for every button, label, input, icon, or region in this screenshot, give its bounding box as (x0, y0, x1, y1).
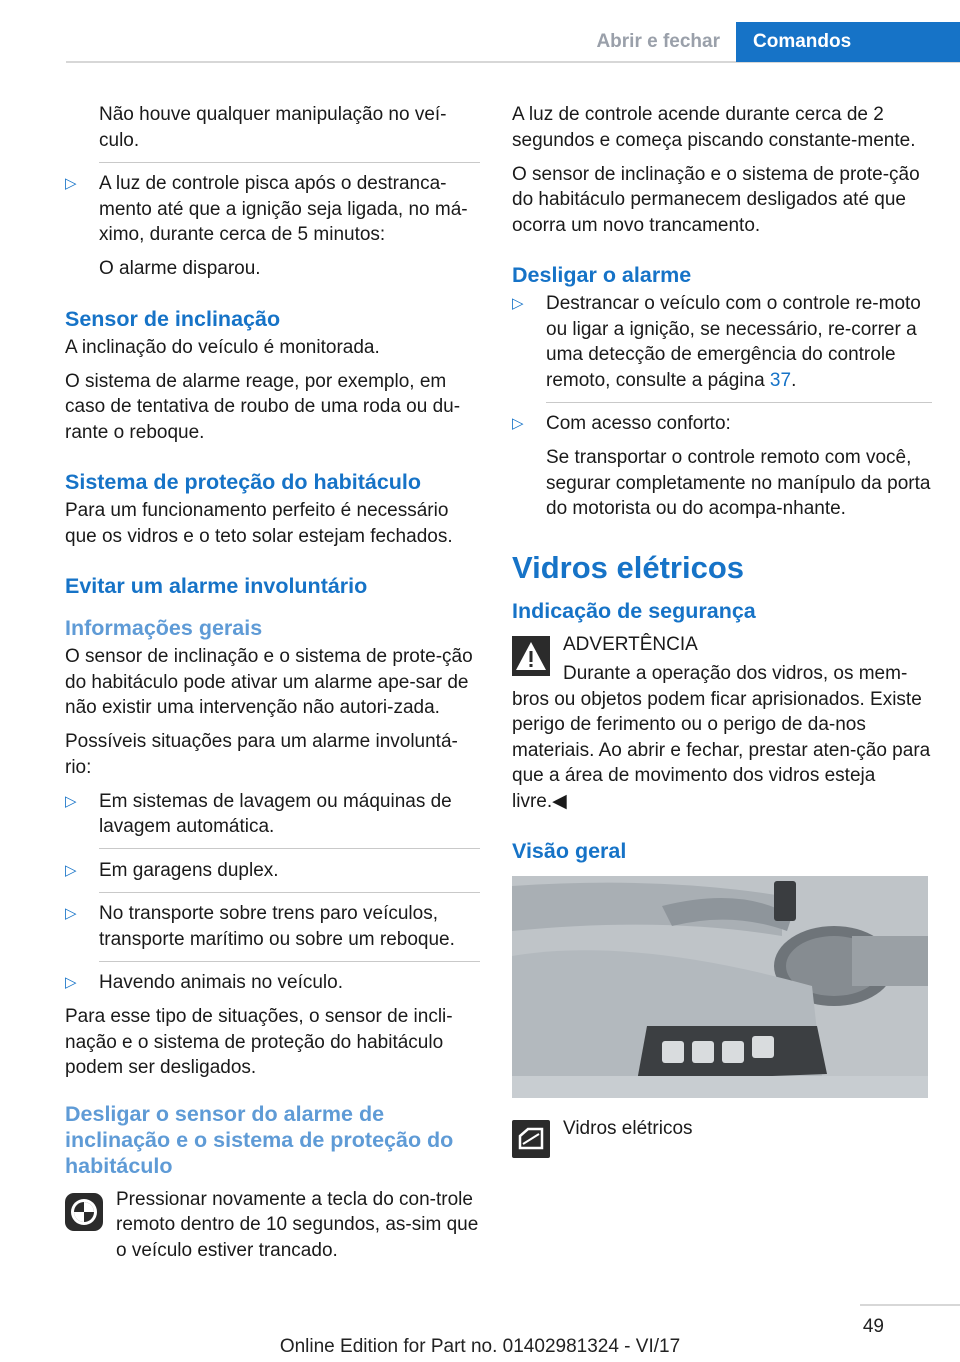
remote-key-icon (65, 1193, 103, 1231)
triangle-bullet-icon: ▷ (65, 905, 77, 922)
list-item (512, 411, 932, 437)
footer-rule (860, 1304, 960, 1306)
heading-protecao-habitaculo: Sistema de proteção do habitáculo (65, 470, 422, 494)
caption-block (512, 1116, 932, 1142)
triangle-bullet-icon: ▷ (512, 415, 524, 432)
heading-desligar-alarme: Desligar o alarme (512, 263, 692, 287)
paragraph: O sistema de alarme reage, por exemplo, em caso de tentativa de roubo de uma roda ou du‐rante o reboque. (65, 370, 461, 443)
remote-key-note (65, 1187, 480, 1264)
heading-vidros-eletricos: Vidros elétricos (512, 549, 745, 585)
right-column (512, 102, 932, 1142)
warning-block (512, 632, 932, 658)
paragraph: A inclinação do veículo é monitorada. (65, 336, 380, 358)
page-number: 49 (862, 1316, 884, 1337)
heading-indicacao-seguranca: Indicação de segurança (512, 598, 756, 623)
footer-edition: Online Edition for Part no. 01402981324 - VI/17 (279, 1336, 681, 1357)
power-window-icon (512, 1120, 550, 1158)
list-item (65, 171, 480, 248)
list-item-text: A luz de controle pisca após o destranca‐mento até que a ignição seja ligada, no má‐ximo, durante cerca de 5 minutos: (99, 173, 468, 245)
divider (99, 892, 480, 893)
list-item-text: Destrancar o veículo com o controle re‐moto ou ligar a ignição, se necessário, re‐correr a uma detecção de emergência do controle remoto, consulte a página (546, 293, 921, 391)
list-item-text: Em sistemas de lavagem ou máquinas de lavagem automática. (99, 790, 452, 837)
heading-sensor-inclinacao: Sensor de inclinação (65, 306, 281, 331)
list-item-text: Havendo animais no veículo. (99, 972, 343, 993)
heading-informacoes-gerais: Informações gerais (65, 616, 263, 640)
heading-desligar-sensor: Desligar o sensor do alarme de inclinação e o sistema de proteção do habitáculo (65, 1101, 454, 1178)
warning-text: Durante a operação dos vidros, os mem‐bros ou objetos podem ficar aprisionados. Existe perigo de ferimento ou o perigo de da‐nos materiais. Ao abrir e fechar, prestar aten‐ção para que a área de movimento dos vidros esteja livre.◀ (512, 663, 931, 812)
heading-visao-geral: Visão geral (512, 839, 627, 863)
page-link[interactable]: 37 (769, 369, 792, 391)
list-item-text: Com acesso conforto: (546, 413, 731, 434)
paragraph: O sensor de inclinação e o sistema de prote‐ção do habitáculo pode ativar um alarme ape‐sar de não existir uma intervenção não autori‐zada. (65, 646, 473, 718)
divider (546, 402, 932, 403)
triangle-bullet-icon: ▷ (65, 175, 77, 192)
left-column (65, 102, 480, 1263)
paragraph: Pressionar novamente a tecla do con‐trole remoto dentro de 10 segundos, as‐sim que o veículo estiver trancado. (116, 1188, 479, 1261)
warning-triangle-icon (512, 636, 550, 676)
paragraph: Para um funcionamento perfeito é necessário que os vidros e o teto solar estejam fechados. (65, 500, 453, 547)
paragraph: O alarme disparou. (99, 258, 261, 279)
list-item-text: Em garagens duplex. (99, 859, 279, 881)
heading-evitar-alarme: Evitar um alarme involuntário (65, 574, 368, 598)
paragraph: Se transportar o controle remoto com você, segurar completamente no manípulo da porta do motorista ou do acompa‐nhante. (546, 447, 931, 519)
divider (99, 848, 480, 849)
divider (99, 961, 480, 962)
paragraph: O sensor de inclinação e o sistema de prote‐ção do habitáculo permanecem desligados até que ocorra um novo trancamento. (512, 163, 920, 236)
divider (99, 162, 480, 163)
triangle-bullet-icon: ▷ (65, 792, 77, 810)
paragraph: Para esse tipo de situações, o sensor de incli‐nação e o sistema de proteção do habitáculo podem ser desligados. (65, 1006, 453, 1078)
paragraph: Não houve qualquer manipulação no veí‐culo. (99, 104, 447, 151)
tab-comandos[interactable]: Comandos (736, 22, 960, 62)
warning-title: ADVERTÊNCIA (563, 633, 698, 655)
list-item (65, 789, 480, 840)
triangle-bullet-icon: ▷ (65, 861, 77, 879)
figure-caption: Vidros elétricos (563, 1118, 693, 1139)
paragraph: Possíveis situações para um alarme involuntá‐rio: (65, 731, 458, 778)
paragraph: A luz de controle acende durante cerca de 2 segundos e começa piscando constante‐mente. (512, 104, 916, 151)
list-item-text: . (791, 369, 797, 391)
triangle-bullet-icon: ▷ (65, 974, 77, 991)
list-item (65, 970, 480, 996)
tab-abrir-e-fechar[interactable]: Abrir e fechar (596, 31, 720, 52)
list-item (512, 291, 932, 393)
triangle-bullet-icon: ▷ (512, 295, 524, 312)
list-item (65, 901, 480, 952)
list-item (65, 858, 480, 884)
door-panel-photo (512, 876, 928, 1098)
list-item-text: No transporte sobre trens paro veículos, transporte marítimo ou sobre um reboque. (99, 903, 455, 950)
